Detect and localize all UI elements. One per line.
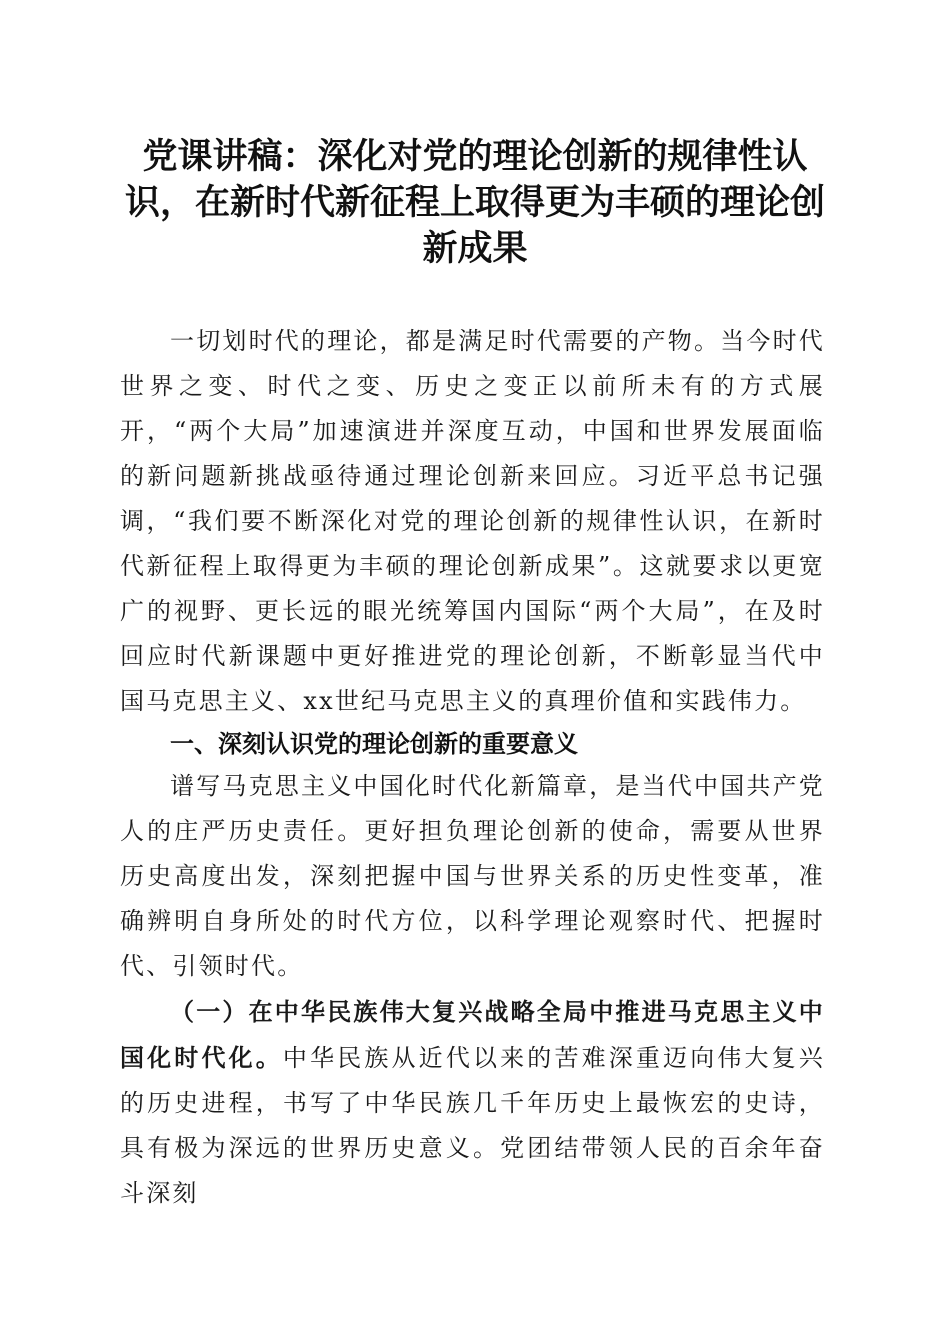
document-title: 党课讲稿：深化对党的理论创新的规律性认识，在新时代新征程上取得更为丰硕的理论创新成果: [124, 137, 825, 269]
section-paragraph: 谱写马克思主义中国化时代化新篇章，是当代中国共产党人的庄严历史责任。更好担负理论创新的使命，需要从世界历史高度出发，深刻把握中国与世界关系的历史性变革，准确辨明自身所处的时代方位，以科学理论观察时代、把握时代、引领时代。: [120, 772, 825, 980]
intro-paragraph: 一切划时代的理论，都是满足时代需要的产物。当今时代世界之变、时代之变、历史之变正以前所未有的方式展开，“两个大局”加速演进并深度互动，中国和世界发展面临的新问题新挑战亟待通过理论创新来回应。习近平总书记强调，“我们要不断深化对党的理论创新的规律性认识，在新时代新征程上取得更为丰硕的理论创新成果”。这就要求以更宽广的视野、更长远的眼光统筹国内国际“两个大局”，在及时回应时代新课题中更好推进党的理论创新，不断彰显当代中国马克思主义、xx世纪马克思主义的真理价值和实践伟力。: [120, 327, 825, 715]
subsection-paragraph: [120, 989, 825, 1216]
section-heading: 一、深刻认识党的理论创新的重要意义: [170, 730, 578, 758]
subsection-heading: （一）在中华民族伟大复兴战略全局中推进马克思主义中国化时代化。: [120, 997, 825, 1072]
subsection-text: 中华民族从近代以来的苦难深重迈向伟大复兴的历史进程，书写了中华民族几千年历史上最恢宏的史诗，具有极为深远的世界历史意义。党团结带领人民的百余年奋斗深刻: [120, 1044, 826, 1207]
